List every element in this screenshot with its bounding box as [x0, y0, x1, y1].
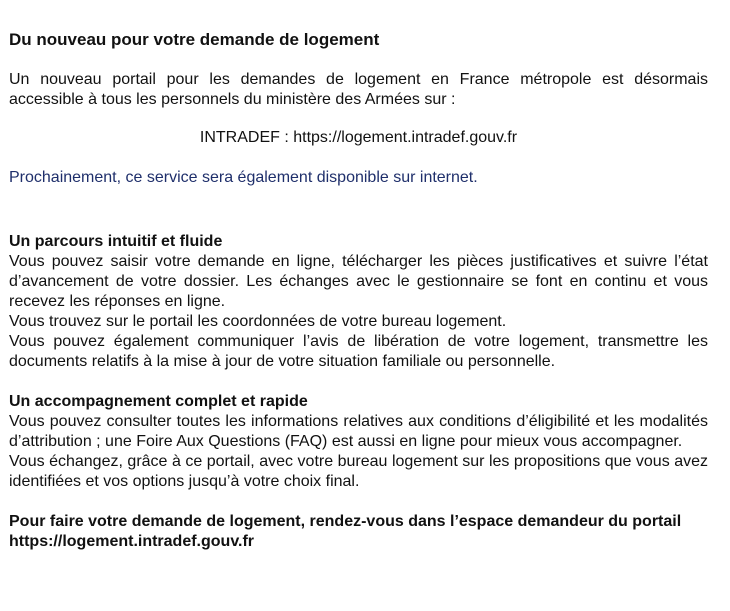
- document-title: Du nouveau pour votre demande de logement: [9, 30, 380, 49]
- section-paragraph: Vous échangez, grâce à ce portail, avec votre bureau logement sur les propositions que vous avez identifiées et vos options jusqu’à votre choix final.: [9, 453, 708, 490]
- section-paragraph: Vous pouvez consulter toutes les informations relatives aux conditions d’éligibilité et les modalités d’attribution ; une Foire Aux Questions (FAQ) est aussi en ligne pour mieux vous accompagner.: [9, 413, 708, 450]
- portal-address: INTRADEF : https://logement.intradef.gouv.fr: [199, 129, 518, 146]
- section-heading: Un parcours intuitif et fluide: [9, 233, 223, 250]
- section-paragraph: Vous pouvez également communiquer l’avis de libération de votre logement, transmettre les documents relatifs à la mise à jour de votre situation familiale ou personnelle.: [9, 333, 708, 370]
- section-heading: Un accompagnement complet et rapide: [9, 393, 308, 410]
- internet-availability-note: Prochainement, ce service sera également disponible sur internet.: [9, 169, 478, 186]
- closing-text: Pour faire votre demande de logement, rendez-vous dans l’espace demandeur du portail: [9, 513, 682, 530]
- section-intuitive-journey: [9, 232, 708, 372]
- intro-paragraph: Un nouveau portail pour les demandes de logement en France métropole est désormais accessible à tous les personnels du ministère des Armées sur :: [9, 71, 708, 108]
- closing-portal-url: https://logement.intradef.gouv.fr: [9, 533, 255, 550]
- section-paragraph: Vous trouvez sur le portail les coordonnées de votre bureau logement.: [9, 313, 507, 330]
- section-complete-support: [9, 392, 708, 492]
- closing-call-to-action: [9, 512, 708, 552]
- section-paragraph: Vous pouvez saisir votre demande en ligne, télécharger les pièces justificatives et suivre l’état d’avancement de votre dossier. Les échanges avec le gestionnaire se font en continu et vous recevez les réponses en ligne.: [9, 253, 708, 310]
